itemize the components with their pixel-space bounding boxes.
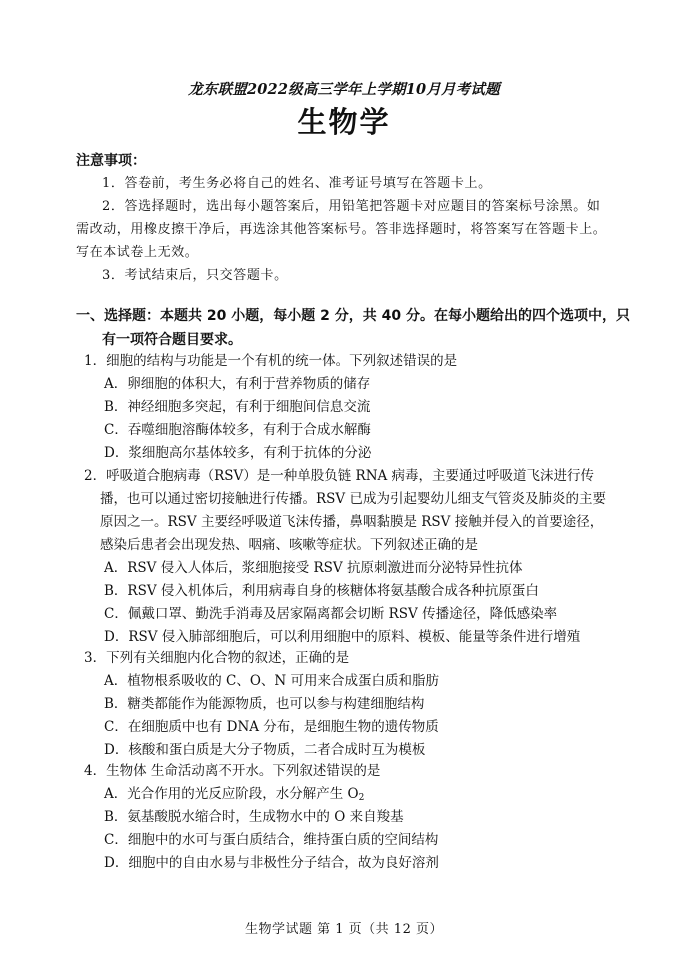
option-c: C．在细胞质中也有 DNA 分布，是细胞生物的遗传物质 [104, 719, 439, 735]
notice-item: 2．答选择题时，选出每小题答案后，用铅笔把答题卡对应题目的答案标号涂黑。如需改动，用橡皮擦干净后，再选涂其他答案标号。答非选择题时，将答案写在答题卡上。写在本试卷上无效。 [76, 199, 607, 260]
notice-item: 1．答卷前，考生务必将自己的姓名、准考证号填写在答题卡上。 [102, 176, 492, 191]
option-d: D．核酸和蛋白质是大分子物质，二者合成时互为模板 [104, 742, 426, 758]
option-c: C．吞噬细胞溶酶体较多，有利于合成水解酶 [104, 422, 371, 438]
question-3 [84, 647, 616, 762]
option-a-text: A．光合作用的光反应阶段，水分解产生 O [104, 786, 359, 802]
option-b: B．RSV 侵入机体后，利用病毒自身的核糖体将氨基酸合成各种抗原蛋白 [104, 583, 539, 599]
option-b: B．神经细胞多突起，有利于细胞间信息交流 [104, 399, 371, 415]
option-d: D．浆细胞高尔基体较多，有利于抗体的分泌 [104, 445, 372, 461]
page-title: 生物学 [297, 105, 391, 139]
option-a: A．RSV 侵入人体后，浆细胞接受 RSV 抗原刺激进而分泌特异性抗体 [104, 560, 523, 576]
page-footer: 生物学试题 第 1 页（共 12 页） [245, 922, 443, 937]
option-c: C．佩戴口罩、勤洗手消毒及居家隔离都会切断 RSV 传播途径，降低感染率 [104, 606, 558, 622]
question-stem: 4．生物体 生命活动离不开水。下列叙述错误的是 [84, 763, 381, 779]
exam-subtitle: 龙东联盟2022级高三学年上学期10月月考试题 [188, 81, 500, 98]
notice-heading: 注意事项： [76, 153, 146, 169]
question-4 [84, 760, 616, 875]
option-a: A．卵细胞的体积大，有利于营养物质的储存 [104, 376, 371, 392]
option-b: B．糖类都能作为能源物质，也可以参与构建细胞结构 [104, 696, 425, 712]
option-a [84, 783, 616, 806]
option-c: C．细胞中的水可与蛋白质结合，维持蛋白质的空间结构 [104, 832, 439, 848]
question-stem: 1．细胞的结构与功能是一个有机的统一体。下列叙述错误的是 [84, 353, 458, 369]
question-1 [84, 350, 616, 465]
section-heading: 一、选择题：本题共 20 小题，每小题 2 分，共 40 分。在每小题给出的四个选项中，只有一项符合题目要求。 [76, 308, 630, 348]
question-stem: 2．呼吸道合胞病毒（RSV）是一种单股负链 RNA 病毒，主要通过呼吸道飞沫进行传播，也可以通过密切接触进行传播。RSV 已成为引起婴幼儿细支气管炎及肺炎的主要原因之一。RSV 主要经呼吸道飞沫传播，鼻咽黏膜是 RSV 接触并侵入的首要途径，感染后患者会出现发热、咽痛、咳嗽等症状。下列叙述正确的是 [84, 468, 606, 553]
option-d: D．细胞中的自由水易与非极性分子结合，故为良好溶剂 [104, 855, 439, 871]
question-2 [84, 465, 616, 649]
notice-item: 3．考试结束后，只交答题卡。 [102, 268, 288, 283]
question-stem: 3．下列有关细胞内化合物的叙述，正确的是 [84, 650, 350, 666]
subscript: 2 [358, 793, 365, 803]
option-a: A．植物根系吸收的 C、O、N 可用来合成蛋白质和脂肪 [104, 673, 440, 689]
option-b: B．氨基酸脱水缩合时，生成物水中的 O 来自羧基 [104, 809, 404, 825]
option-d: D．RSV 侵入肺部细胞后，可以利用细胞中的原料、模板、能量等条件进行增殖 [104, 629, 581, 645]
